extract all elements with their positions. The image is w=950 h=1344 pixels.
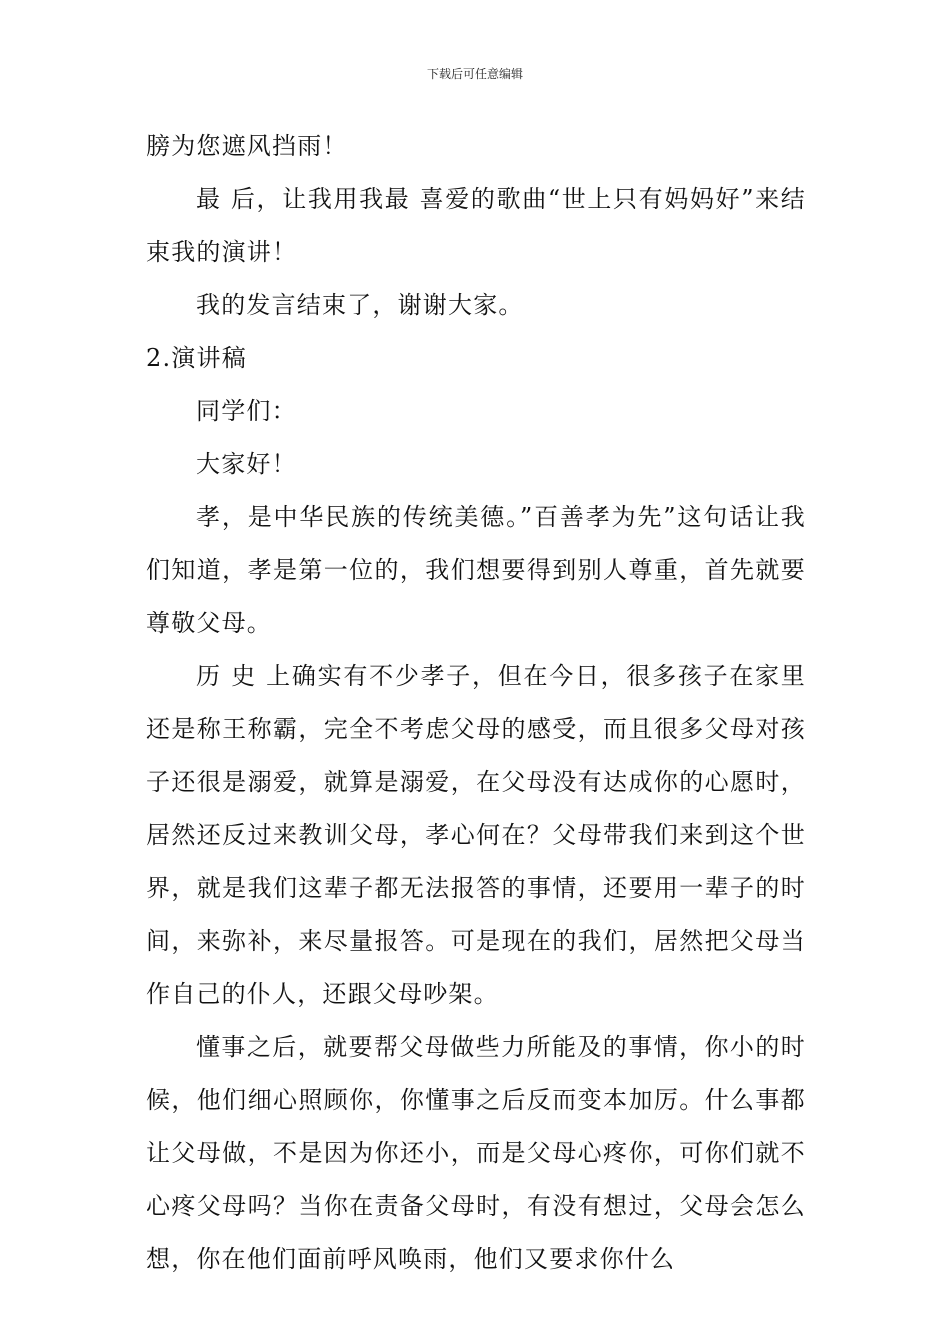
paragraph: 膀为您遮风挡雨！ bbox=[146, 132, 348, 160]
paragraph: 历 史 上确实有不少孝子，但在今日，很多孩子在家里还是称王称霸，完全不考虑父母的感受，而且很多父母对孩子还很是溺爱，就算是溺爱，在父母没有达成你的心愿时，居然还反过来教训父母，孝心何在？父母带我们来到这个世界，就是我们这辈子都无法报答的事情，还要用一辈子的时间，来弥补，来尽量报答。可是现在的我们，居然把父母当作自己的仆人，还跟父母吵架。 bbox=[146, 662, 806, 1008]
paragraph: 孝，是中华民族的传统美德。”百善孝为先”这句话让我们知道，孝是第一位的，我们想要得到别人尊重，首先就要尊敬父母。 bbox=[146, 503, 806, 637]
section-heading: 2.演讲稿 bbox=[146, 344, 247, 372]
paragraph: 最 后，让我用我最 喜爱的歌曲“世上只有妈妈好”来结束我的演讲！ bbox=[146, 185, 806, 266]
paragraph: 我的发言结束了，谢谢大家。 bbox=[196, 291, 524, 319]
page-header: 下载后可任意编辑 bbox=[426, 67, 523, 81]
salutation: 同学们： bbox=[196, 397, 297, 425]
greeting: 大家好！ bbox=[196, 450, 297, 478]
paragraph: 懂事之后，就要帮父母做些力所能及的事情，你小的时候，他们细心照顾你，你懂事之后反而变本加厉。什么事都让父母做，不是因为你还小，而是父母心疼你，可你们就不心疼父母吗？当你在责备父母时，有没有想过，父母会怎么想，你在他们面前呼风唤雨，他们又要求你什么 bbox=[146, 1033, 806, 1273]
document-body bbox=[146, 120, 806, 1286]
